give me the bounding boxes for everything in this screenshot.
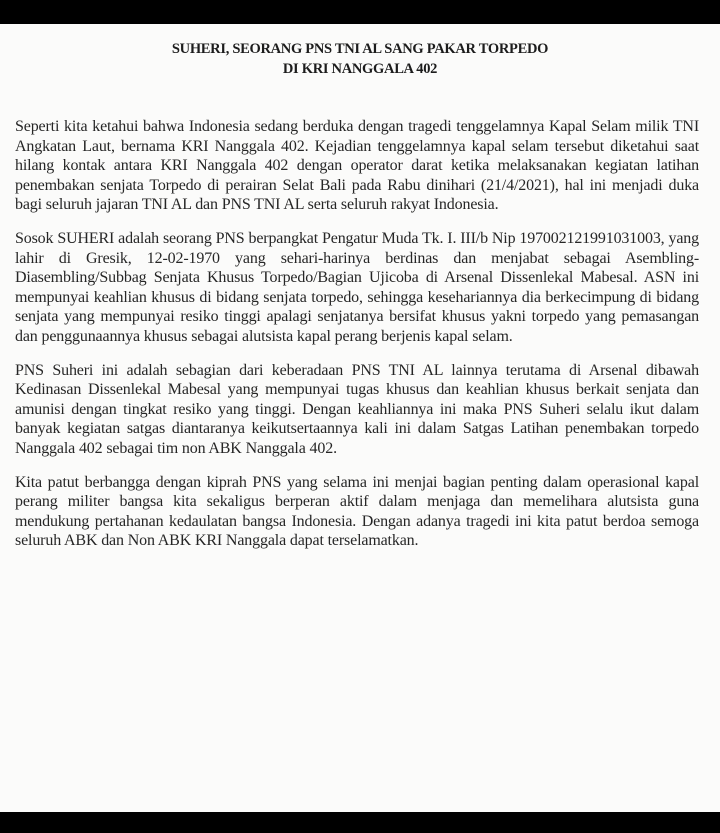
paragraph-4: Kita patut berbangga dengan kiprah PNS yang selama ini menjai bagian penting dalam operasional kapal perang militer bangsa kita sekaligus berperan aktif dalam menjaga dan memelihara alutsista guna mendukung pertahanan kedaulatan bangsa Indonesia. Dengan adanya tragedi ini kita patut berdoa semoga seluruh ABK dan Non ABK KRI Nanggala dapat terselamatkan. — [15, 473, 699, 550]
paragraph-2: Sosok SUHERI adalah seorang PNS berpangkat Pengatur Muda Tk. I. III/b Nip 197002121991031003, yang lahir di Gresik, 12-02-1970 yang sehari-harinya berdinas dan menjabat sebagai Asembling-Diasembling/Subbag Senjata Khusus Torpedo/Bagian Ujicoba di Arsenal Dissenlekal Mabesal. ASN ini mempunyai keahlian khusus di bidang senjata torpedo, sehingga kesehariannya dia berkecimpung di bidang senjata yang mempunyai resiko tinggi apalagi senjatanya bersifat khusus yakni torpedo yang pemasangan dan penggunaannya khusus sebagai alutsista kapal perang berjenis kapal selam. — [15, 229, 699, 345]
title-line-1: SUHERI, SEORANG PNS TNI AL SANG PAKAR TORPEDO — [171, 41, 549, 57]
bottom-black-bar — [0, 812, 720, 833]
paragraph-3: PNS Suheri ini adalah sebagian dari keberadaan PNS TNI AL lainnya terutama di Arsenal dibawah Kedinasan Dissenlekal Mabesal yang mempunyai tugas khusus dan keahlian khusus berkait senjata dan amunisi dengan tingkat resiko yang tinggi. Dengan keahliannya ini maka PNS Suheri selalu ikut dalam banyak kegiatan satgas diantaranya keikutsertaannya kali ini dalam Satgas Latihan penembakan torpedo Nanggala 402 sebagai tim non ABK Nanggala 402. — [15, 361, 699, 457]
document-body — [15, 117, 699, 565]
document-title — [0, 39, 720, 79]
paragraph-1: Seperti kita ketahui bahwa Indonesia sedang berduka dengan tragedi tenggelamnya Kapal Selam milik TNI Angkatan Laut, bernama KRI Nanggala 402. Kejadian tenggelamnya kapal selam tersebut diketahui saat hilang kontak antara KRI Nanggala 402 dengan operator darat ketika melaksanakan kegiatan latihan penembakan senjata Torpedo di perairan Selat Bali pada Rabu dinihari (21/4/2021), hal ini menjadi duka bagi seluruh jajaran TNI AL dan PNS TNI AL serta seluruh rakyat Indonesia. — [15, 118, 699, 214]
top-black-bar — [0, 0, 720, 24]
title-line-2: DI KRI NANGGALA 402 — [282, 61, 438, 77]
